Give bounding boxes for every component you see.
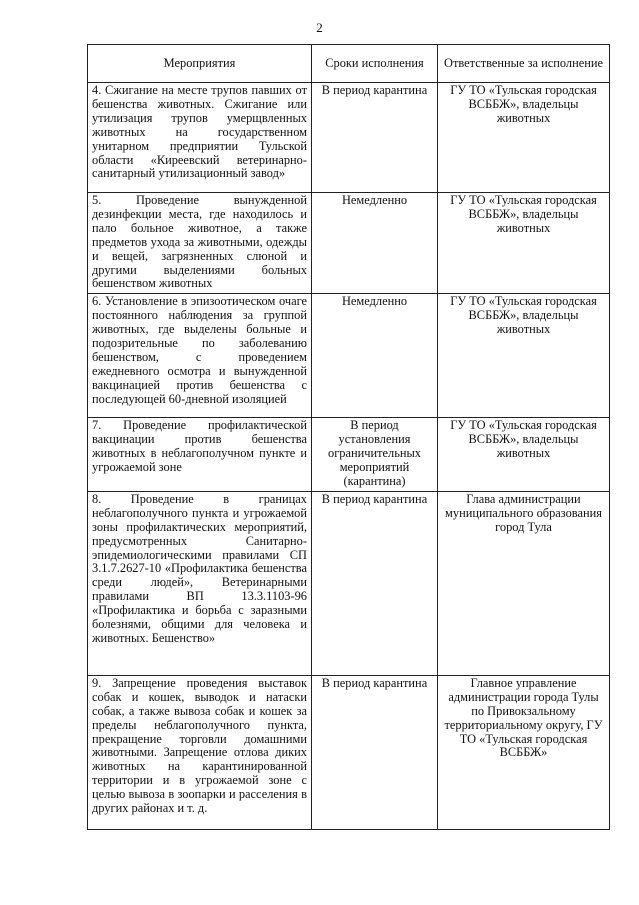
responsible-cell: ГУ ТО «Тульская городская ВСББЖ», владельцы животных bbox=[438, 193, 610, 294]
header-measures: Мероприятия bbox=[88, 45, 312, 83]
measure-cell: 6. Установление в эпизоотическом очаге постоянного наблюдения за группой животных, где выделены больные и подозрительные по заболеванию бешенством, с проведением ежедневного осмотра и вынужденной вакцинацией против бешенства с последующей 60-дневной изоляцией bbox=[88, 294, 312, 418]
measure-cell: 8. Проведение в границах неблагополучного пункта и угрожаемой зоны профилактических мероприятий, предусмотренных Санитарно-эпидемиологическими правилами СП 3.1.7.2627-10 «Профилактика бешенства среди людей», Ветеринарными правилами ВП 13.3.1103-96 «Профилактика и борьба с заразными болезнями, общими для человека и животных. Бешенство» bbox=[88, 491, 312, 675]
responsible-cell: ГУ ТО «Тульская городская ВСББЖ», владельцы животных bbox=[438, 83, 610, 193]
term-cell: В период карантина bbox=[312, 491, 438, 675]
table-row bbox=[88, 83, 610, 193]
measure-cell: 9. Запрещение проведения выставок собак и кошек, выводок и натаски собак, а также вывоза собак и кошек за пределы неблагополучного пункта, прекращение торговли домашними животными. Запрещение отлова диких животных на карантинированной территории и в угрожаемой зоне с целью вывоза в зоопарки и расселения в других районах и т. д. bbox=[88, 675, 312, 829]
measures-table bbox=[87, 44, 610, 830]
table-row bbox=[88, 675, 610, 829]
header-responsible: Ответственные за исполнение bbox=[438, 45, 610, 83]
table-row bbox=[88, 294, 610, 418]
responsible-cell: ГУ ТО «Тульская городская ВСББЖ», владельцы животных bbox=[438, 418, 610, 492]
measure-cell: 7. Проведение профилактической вакцинации против бешенства животных в неблагополучном пункте и угрожаемой зоне bbox=[88, 418, 312, 492]
table-row bbox=[88, 193, 610, 294]
term-cell: Немедленно bbox=[312, 193, 438, 294]
term-cell: В период карантина bbox=[312, 675, 438, 829]
term-cell: В период карантина bbox=[312, 83, 438, 193]
header-deadlines: Сроки исполнения bbox=[312, 45, 438, 83]
measure-cell: 4. Сжигание на месте трупов павших от бешенства животных. Сжигание или утилизация трупов умерщвленных животных на государственном унитарном предприятии Тульской области «Киреевский ветеринарно-санитарный утилизационный завод» bbox=[88, 83, 312, 193]
table-row bbox=[88, 491, 610, 675]
responsible-cell: ГУ ТО «Тульская городская ВСББЖ», владельцы животных bbox=[438, 294, 610, 418]
measure-cell: 5. Проведение вынужденной дезинфекции места, где находилось и пало больное животное, а также предметов ухода за животными, одежды и вещей, загрязненных слюной и другими выделениями больных бешенством животных bbox=[88, 193, 312, 294]
table-header-row bbox=[88, 45, 610, 83]
table-row bbox=[88, 418, 610, 492]
responsible-cell: Главное управление администрации города Тулы по Привокзальному территориальному округу, ГУ ТО «Тульская городская ВСББЖ» bbox=[438, 675, 610, 829]
page-number: 2 bbox=[316, 20, 323, 35]
term-cell: Немедленно bbox=[312, 294, 438, 418]
term-cell: В период установления ограничительных мероприятий (карантина) bbox=[312, 418, 438, 492]
responsible-cell: Глава администрации муниципального образования город Тула bbox=[438, 491, 610, 675]
